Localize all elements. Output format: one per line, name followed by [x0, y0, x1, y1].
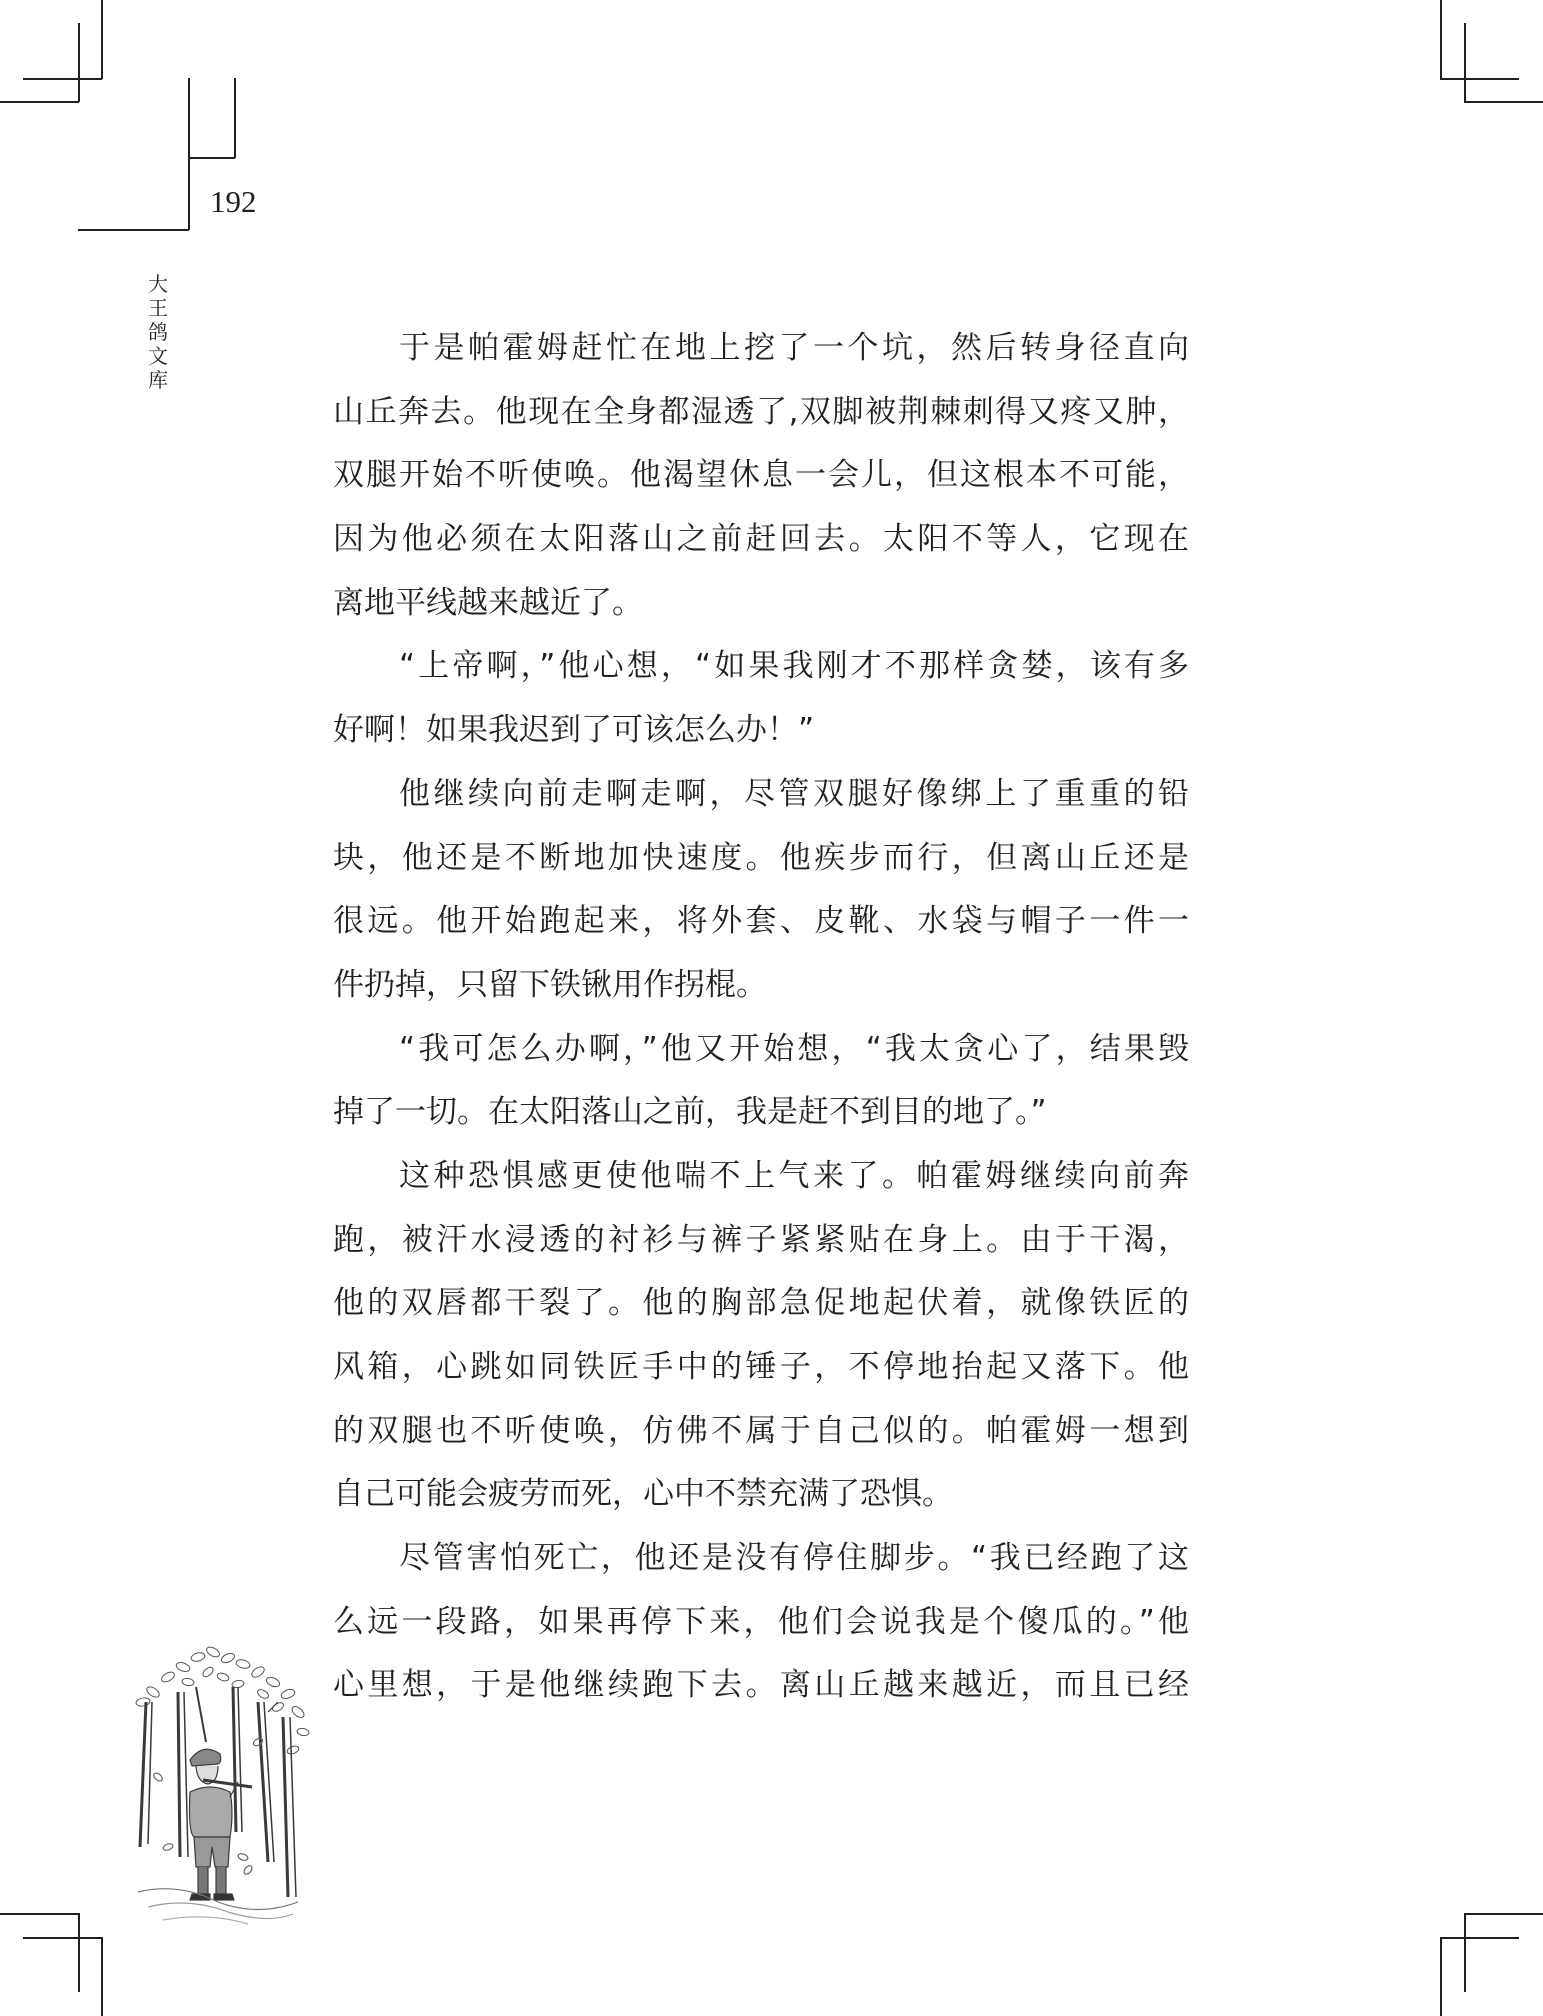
crop-mark-top-right-v1	[1440, 0, 1442, 79]
body-text	[333, 328, 1189, 1729]
crop-mark-bottom-right-v2	[1440, 1937, 1442, 2016]
crop-mark-bottom-right-h2	[1440, 1937, 1519, 1939]
crop-mark-bottom-right-v1	[1464, 1913, 1466, 1992]
crop-mark-bottom-left-h2	[23, 1937, 102, 1939]
text-line: “上帝啊，”他心想，“如果我刚才不那样贪婪，该有多	[399, 648, 1189, 685]
crop-mark-top-right-h1	[1440, 78, 1519, 80]
crop-mark-bottom-right-h1	[1464, 1913, 1543, 1915]
page-number: 192	[210, 184, 257, 219]
crop-mark-top-left-h1	[23, 78, 102, 80]
text-line: 掉了一切。在太阳落山之前，我是赶不到目的地了。”	[333, 1094, 1047, 1131]
text-line: 么远一段路，如果再停下来，他们会说我是个傻瓜的。”他	[333, 1603, 1189, 1640]
text-line: 离地平线越来越近了。	[333, 584, 643, 621]
series-title-vertical	[146, 272, 170, 392]
illustration-boy-flute-forest	[118, 1632, 318, 1932]
text-line: 件扔掉，只留下铁锹用作拐棍。	[333, 966, 767, 1003]
header-rule-short-horizontal	[188, 157, 235, 159]
text-line: 他继续向前走啊走啊，尽管双腿好像绑上了重重的铅	[399, 775, 1189, 812]
text-line: 这种恐惧感更使他喘不上气来了。帕霍姆继续向前奔	[399, 1157, 1189, 1194]
crop-mark-top-left-v2	[78, 23, 80, 102]
text-line: 他的双唇都干裂了。他的胸部急促地起伏着，就像铁匠的	[333, 1285, 1189, 1322]
text-line: 很远。他开始跑起来，将外套、皮靴、水袋与帽子一件一	[333, 903, 1189, 940]
header-rule-short-vertical	[234, 78, 236, 158]
text-line: 好啊！如果我迟到了可该怎么办！”	[333, 712, 815, 749]
series-title-char: 鸽	[148, 320, 168, 344]
series-title-char: 文	[148, 344, 168, 368]
series-title-char: 王	[148, 296, 168, 320]
crop-mark-bottom-left-v1	[78, 1913, 80, 1992]
text-line: 尽管害怕死亡，他还是没有停住脚步。“我已经跑了这	[399, 1540, 1189, 1577]
text-line: 风箱，心跳如同铁匠手中的锤子，不停地抬起又落下。他	[333, 1349, 1189, 1385]
series-title-char: 库	[148, 368, 168, 392]
crop-mark-bottom-left-h1	[0, 1913, 79, 1915]
crop-mark-bottom-left-v2	[101, 1937, 103, 2016]
header-rule-bottom-horizontal	[78, 229, 189, 231]
crop-mark-top-right-h2	[1464, 101, 1543, 103]
text-line: 块，他还是不断地加快速度。他疾步而行，但离山丘还是	[333, 839, 1189, 876]
series-title-char: 大	[148, 272, 168, 296]
forest-sketch-icon	[118, 1632, 318, 1932]
crop-mark-top-left-v1	[101, 0, 103, 79]
text-line: 双腿开始不听使唤。他渴望休息一会儿，但这根本不可能，	[333, 457, 1189, 494]
text-line: 山丘奔去。他现在全身都湿透了,双脚被荆棘刺得又疼又肿，	[333, 393, 1189, 430]
text-line: 跑，被汗水浸透的衬衫与裤子紧紧贴在身上。由于干渴，	[333, 1221, 1189, 1258]
text-line: 于是帕霍姆赶忙在地上挖了一个坑，然后转身径直向	[399, 330, 1189, 366]
crop-mark-top-left-h2	[0, 101, 79, 103]
crop-mark-top-right-v2	[1464, 23, 1466, 102]
text-line: “我可怎么办啊，”他又开始想，“我太贪心了，结果毁	[399, 1030, 1189, 1067]
text-line: 心里想，于是他继续跑下去。离山丘越来越近，而且已经	[333, 1667, 1189, 1704]
text-line: 因为他必须在太阳落山之前赶回去。太阳不等人，它现在	[333, 521, 1189, 558]
header-rule-long-vertical	[188, 78, 190, 230]
text-line: 自己可能会疲劳而死，心中不禁充满了恐惧。	[333, 1476, 953, 1513]
text-line: 的双腿也不听使唤，仿佛不属于自己似的。帕霍姆一想到	[333, 1412, 1189, 1449]
